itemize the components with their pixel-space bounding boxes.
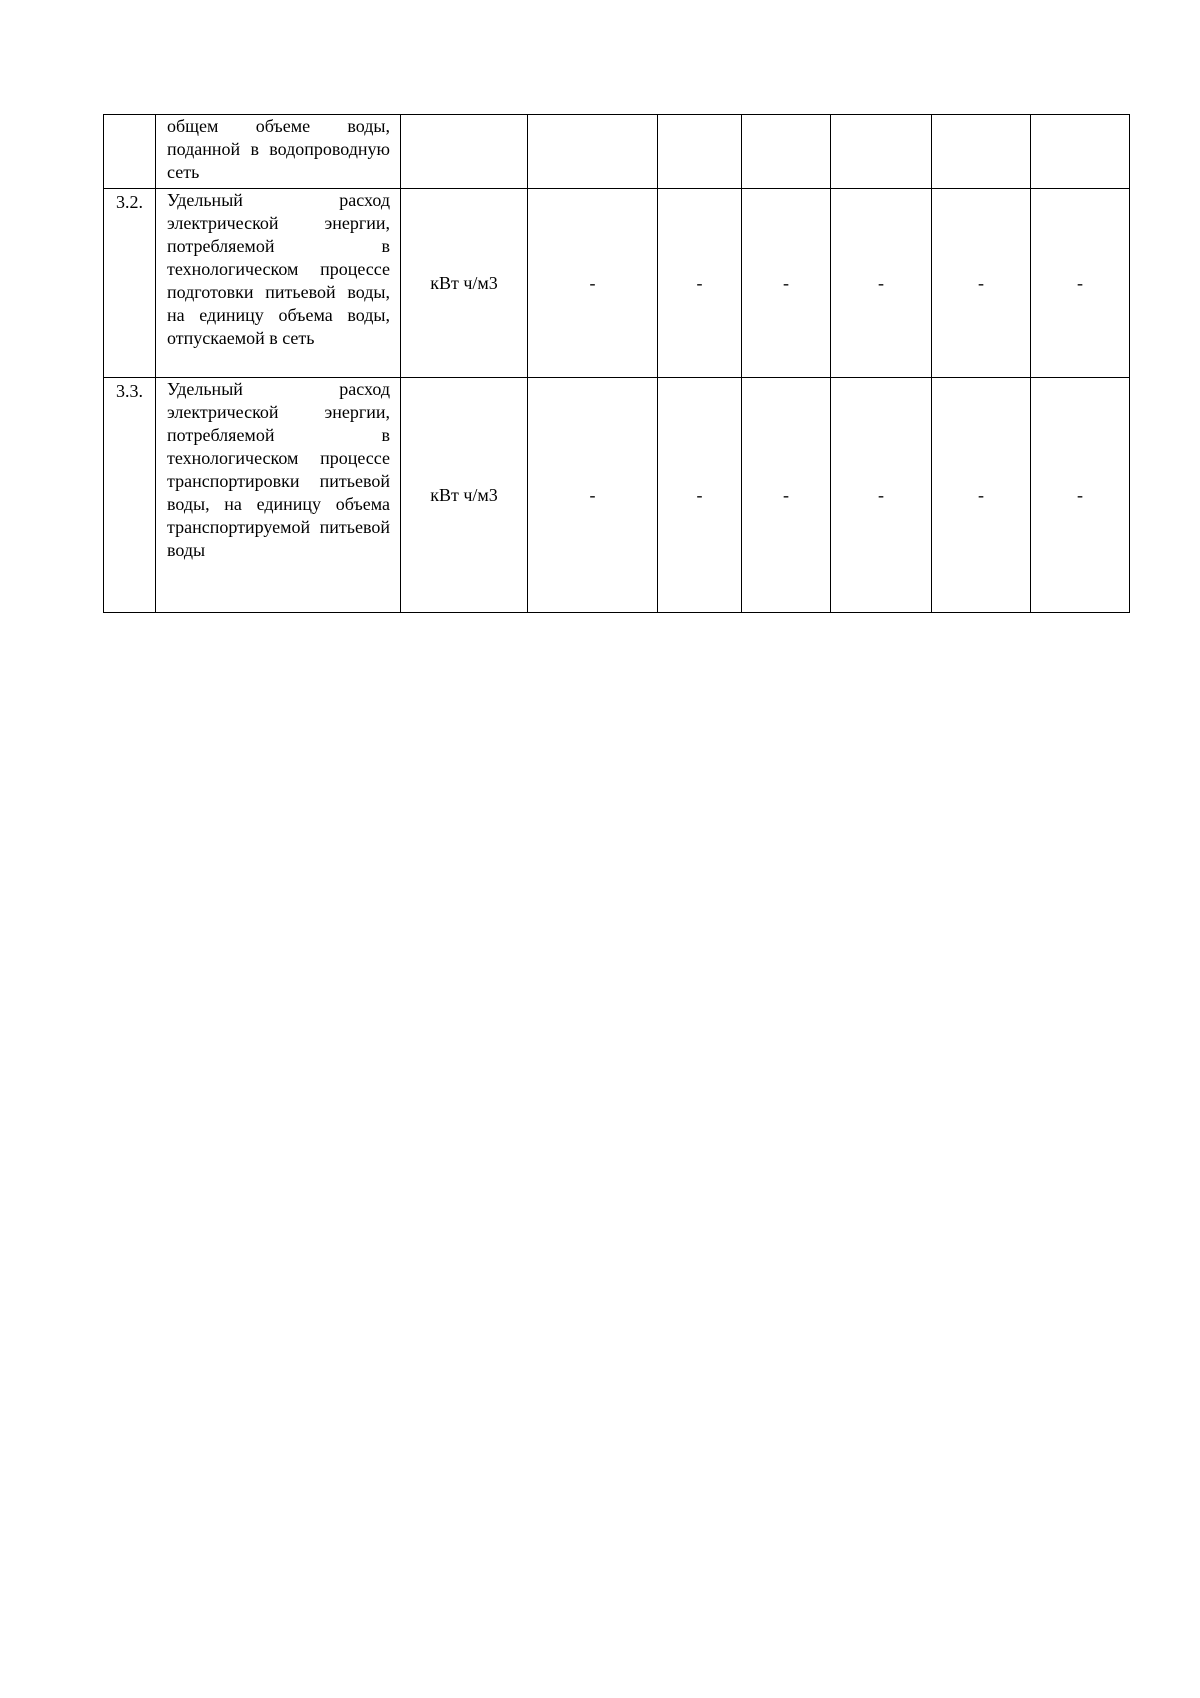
indicators-table xyxy=(103,114,1130,613)
row-value: - xyxy=(658,189,742,378)
row-value: - xyxy=(528,378,658,613)
row-value xyxy=(932,115,1031,189)
row-number: 3.2. xyxy=(104,189,156,378)
row-value xyxy=(1031,115,1130,189)
row-value: - xyxy=(831,378,932,613)
table-row xyxy=(104,115,1130,189)
row-description: Удельный расход электрической энергии, потребляемой в технологическом процессе транспортировки питьевой воды, на единицу объема транспортируемой питьевой воды xyxy=(156,378,401,613)
row-description: общем объеме воды, поданной в водопроводную сеть xyxy=(156,115,401,189)
row-number xyxy=(104,115,156,189)
row-description: Удельный расход электрической энергии, потребляемой в технологическом процессе подготовки питьевой воды, на единицу объема воды, отпускаемой в сеть xyxy=(156,189,401,378)
row-value xyxy=(658,115,742,189)
row-value: - xyxy=(932,189,1031,378)
row-value: - xyxy=(742,378,831,613)
row-value: - xyxy=(658,378,742,613)
row-value: - xyxy=(528,189,658,378)
row-unit: кВт ч/м3 xyxy=(401,378,528,613)
row-value xyxy=(528,115,658,189)
row-value: - xyxy=(932,378,1031,613)
row-value: - xyxy=(831,189,932,378)
row-unit xyxy=(401,115,528,189)
row-value: - xyxy=(742,189,831,378)
row-value xyxy=(831,115,932,189)
row-value: - xyxy=(1031,378,1130,613)
table-row xyxy=(104,378,1130,613)
row-number: 3.3. xyxy=(104,378,156,613)
table-row xyxy=(104,189,1130,378)
row-value: - xyxy=(1031,189,1130,378)
row-value xyxy=(742,115,831,189)
row-unit: кВт ч/м3 xyxy=(401,189,528,378)
